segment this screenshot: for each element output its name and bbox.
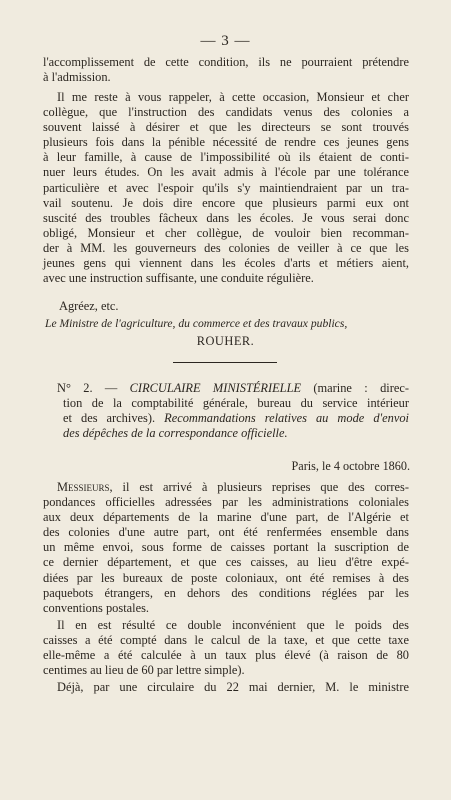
text-line: ce dernier département, et que ces caisses, au lieu d'être expé- (43, 555, 409, 570)
text-line: paquebots étrangers, en dehors des conditions réglées par les (43, 585, 409, 600)
text-line: souvent laissé à désirer et que les directeurs se sont trouvés (43, 120, 409, 135)
text-line: à l'admission. (43, 70, 111, 85)
paragraph-consequence (43, 618, 409, 678)
circular-heading (43, 381, 409, 441)
minister-title: Le Ministre de l'agriculture, du commerce et des travaux publics, (45, 317, 348, 330)
text-line: un même envoi, sous forme de caisses portant la suscription de (43, 540, 409, 555)
text-line: caisses a été compté dans le calcul de la taxe, et que cette taxe (43, 633, 409, 648)
paragraph-correspondence (43, 480, 409, 616)
paragraph-prior-circular (43, 680, 409, 695)
dateline: Paris, le 4 octobre 1860. (291, 459, 410, 473)
text-line: collègue, que l'instruction des candidats venus des colonies a (43, 105, 409, 120)
text-fragment: , il est arrivé à plusieurs reprises que des corres- (109, 480, 409, 494)
circular-heading-text: (marine : direc- (313, 381, 409, 395)
text-line: aux deux départements de la marine d'une part, de l'Algérie et (43, 510, 409, 525)
closing-formula: Agréez, etc. (59, 299, 119, 313)
circular-subject: des dépêches de la correspondance officielle. (63, 426, 288, 441)
circular-subject: Recommandations relatives au mode d'envoi (164, 411, 409, 426)
text-line: avec une instruction suffisante, une conduite régulière. (43, 271, 314, 286)
text-line: der à MM. les gouverneurs des colonies de veiller à ce que les (43, 240, 409, 255)
text-line: l'accomplissement de cette condition, ils ne pourraient prétendre (43, 55, 409, 69)
text-line: jeunes gens qui viennent dans les écoles d'arts et métiers aient, (43, 256, 409, 271)
page-number: — 3 — (200, 33, 251, 49)
text-line: obligé, Monsieur et cher collègue, de vouloir bien recomman- (43, 225, 409, 240)
circular-title: CIRCULAIRE MINISTÉRIELLE (129, 381, 302, 395)
text-line: Il en est résulté ce double inconvénient que le poids des (57, 618, 409, 632)
text-line: Il me reste à vous rappeler, à cette occasion, Monsieur et cher (57, 90, 409, 104)
salutation: Messieurs (57, 480, 110, 494)
paragraph-instruction (43, 90, 409, 286)
text-line: diées par les bureaux de poste coloniaux, ont été remises à des (43, 570, 409, 585)
text-line: des colonies d'une autre part, ont été renfermées ensemble dans (43, 525, 409, 540)
circular-heading-line: tion de la comptabilité générale, bureau du service intérieur (63, 396, 409, 411)
text-line: suscité des troubles fâcheux dans les écoles. Je vous serai donc (43, 210, 409, 225)
circular-heading-line (43, 381, 409, 396)
circular-heading-text: et des archives). (63, 411, 156, 426)
circular-number: N° 2. — (57, 381, 118, 395)
text-line: Déjà, par une circulaire du 22 mai dernier, M. le ministre (57, 680, 409, 694)
text-line: nuer leurs études. On les avait admis à l'école par une tolérance (43, 165, 409, 180)
section-divider (173, 362, 277, 363)
signature: ROUHER. (196, 334, 255, 348)
text-line: pondances officielles adressées par les administrations coloniales (43, 495, 409, 510)
text-line: vail soutenu. Je dois dire encore que plusieurs parmi eux ont (43, 195, 409, 210)
text-line: particulière et avec l'espoir qu'ils s'y maintiendraient par un tra- (43, 180, 409, 195)
text-line: conventions postales. (43, 600, 149, 615)
text-line: centimes au lieu de 60 par lettre simple). (43, 663, 245, 678)
paragraph-admission (43, 55, 409, 85)
text-line: plusieurs fois dans la pénible nécessité de rendre ces jeunes gens (43, 135, 409, 150)
circular-heading-line (43, 411, 409, 426)
text-line: elle-même a été calculée à un taux plus élevé (à raison de 80 (43, 648, 409, 663)
text-line: à leur famille, à cause de l'impossibilité où ils étaient de conti- (43, 150, 409, 165)
text-line (43, 480, 409, 495)
